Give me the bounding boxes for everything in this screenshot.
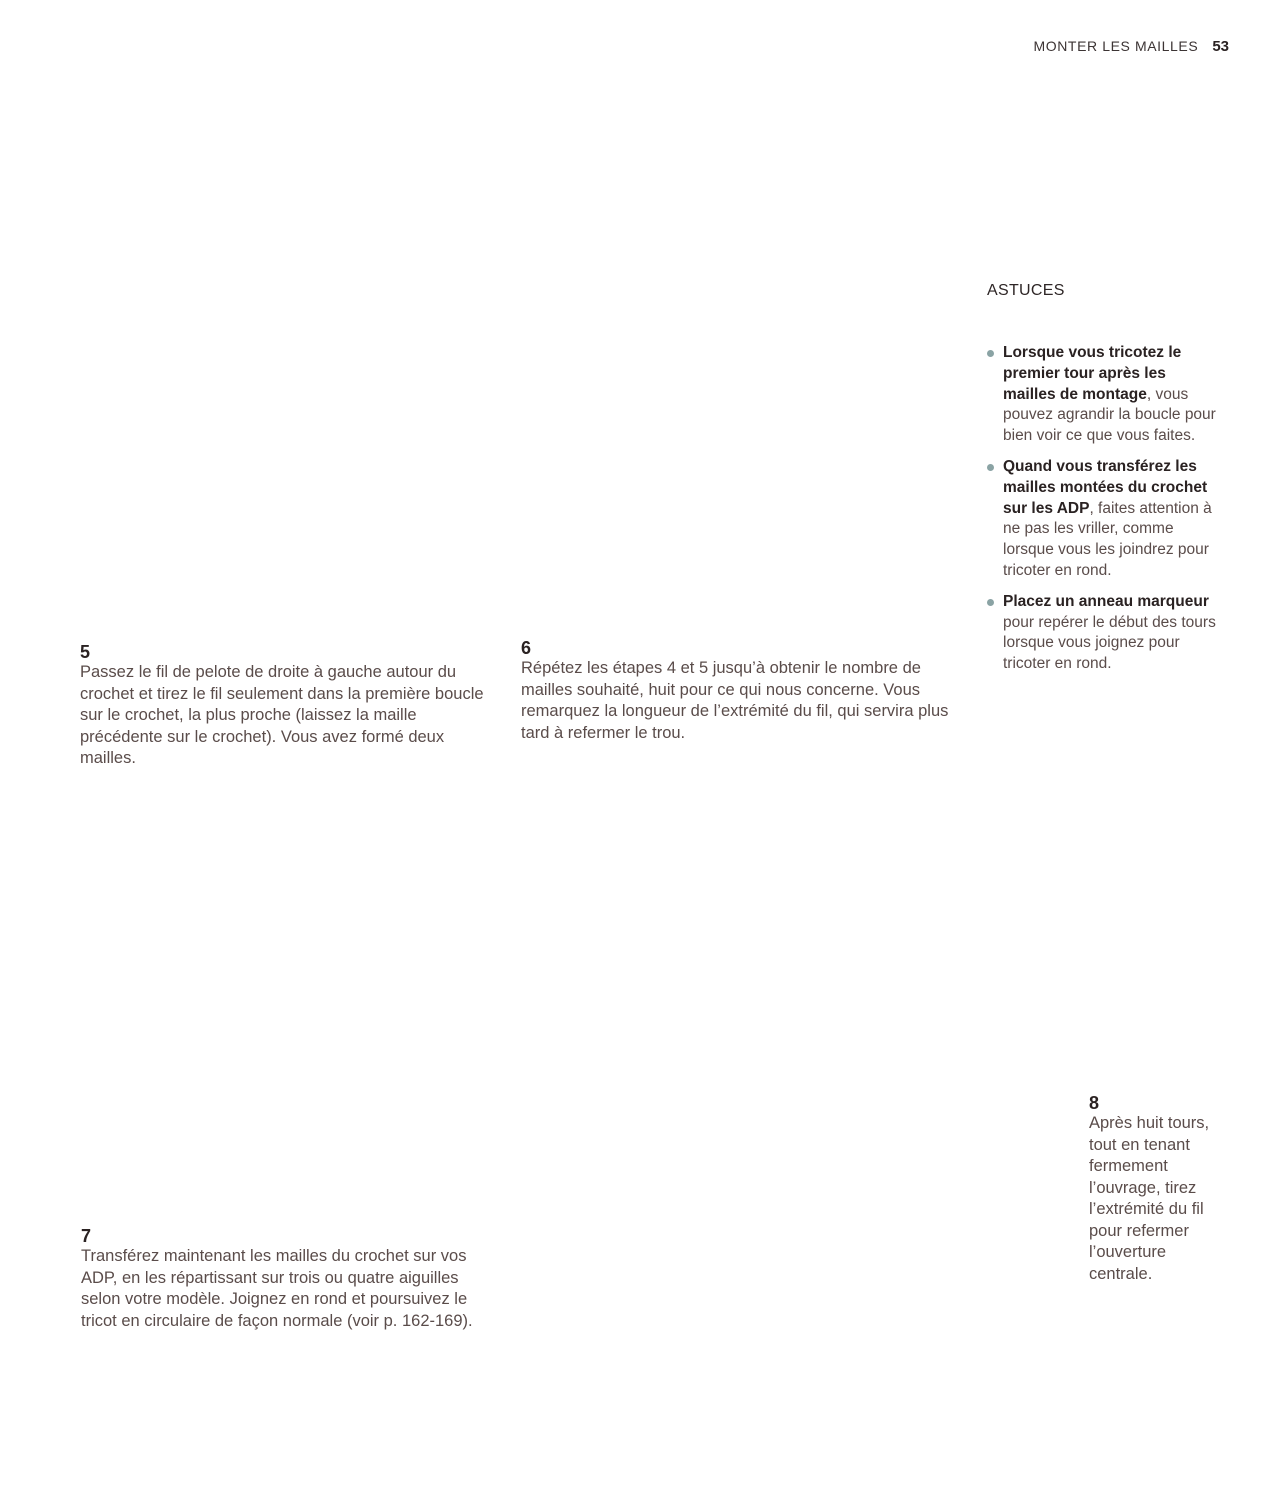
step-text: Passez le fil de pelote de droite à gauche autour du crochet et tirez le fil seulement dans la première boucle sur le crochet, la plus proche (laissez la maille précédente sur le crochet). Vous avez formé deux mailles.: [80, 663, 484, 767]
tip-item: [987, 343, 1222, 447]
tip-rest: , faites attention à ne pas les vriller, comme lorsque vous les joindrez pour tricoter en rond.: [1003, 499, 1212, 579]
tip-strong: Placez un anneau marqueur: [1003, 592, 1209, 610]
step-text: Après huit tours, tout en tenant fermement l’ouvrage, tirez l’extrémité du fil pour refermer l’ouverture centrale.: [1089, 1114, 1210, 1283]
step-number: 8: [1089, 1093, 1100, 1113]
step-5: [80, 642, 500, 770]
running-head: [1033, 38, 1229, 55]
step-number: 5: [80, 642, 91, 662]
tips-list: [987, 343, 1222, 685]
step-text: Transférez maintenant les mailles du crochet sur vos ADP, en les répartissant sur trois ou quatre aiguilles selon votre modèle. Joignez en rond et poursuivez le tricot en circulaire de façon normale (voir p. 162-169).: [81, 1247, 473, 1330]
bullet-icon: [987, 599, 994, 606]
tip-rest: pour repérer le début des tours lorsque vous joignez pour tricoter en rond.: [1003, 613, 1216, 673]
step-text: Répétez les étapes 4 et 5 jusqu’à obtenir le nombre de mailles souhaité, huit pour ce qui nous concerne. Vous remarquez la longueur de l’extrémité du fil, qui servira plus tard à refermer le trou.: [521, 659, 949, 742]
tip-item: [987, 457, 1222, 582]
step-8: [1089, 1093, 1219, 1285]
tip-rest: , vous pouvez agrandir la boucle pour bien voir ce que vous faites.: [1003, 385, 1216, 445]
bullet-icon: [987, 464, 994, 471]
tip-strong: Quand vous transférez les mailles montées du crochet sur les ADP: [1003, 457, 1208, 517]
step-7: [81, 1226, 501, 1332]
step-number: 6: [521, 638, 532, 658]
tip-item: [987, 592, 1222, 675]
running-head-title: MONTER LES MAILLES: [1033, 38, 1199, 54]
step-number: 7: [81, 1226, 92, 1246]
step-6: [521, 638, 951, 744]
tip-strong: Lorsque vous tricotez le premier tour après les mailles de montage: [1003, 344, 1182, 403]
tips-title: ASTUCES: [987, 282, 1065, 299]
bullet-icon: [987, 350, 994, 357]
page-number: 53: [1212, 38, 1229, 55]
